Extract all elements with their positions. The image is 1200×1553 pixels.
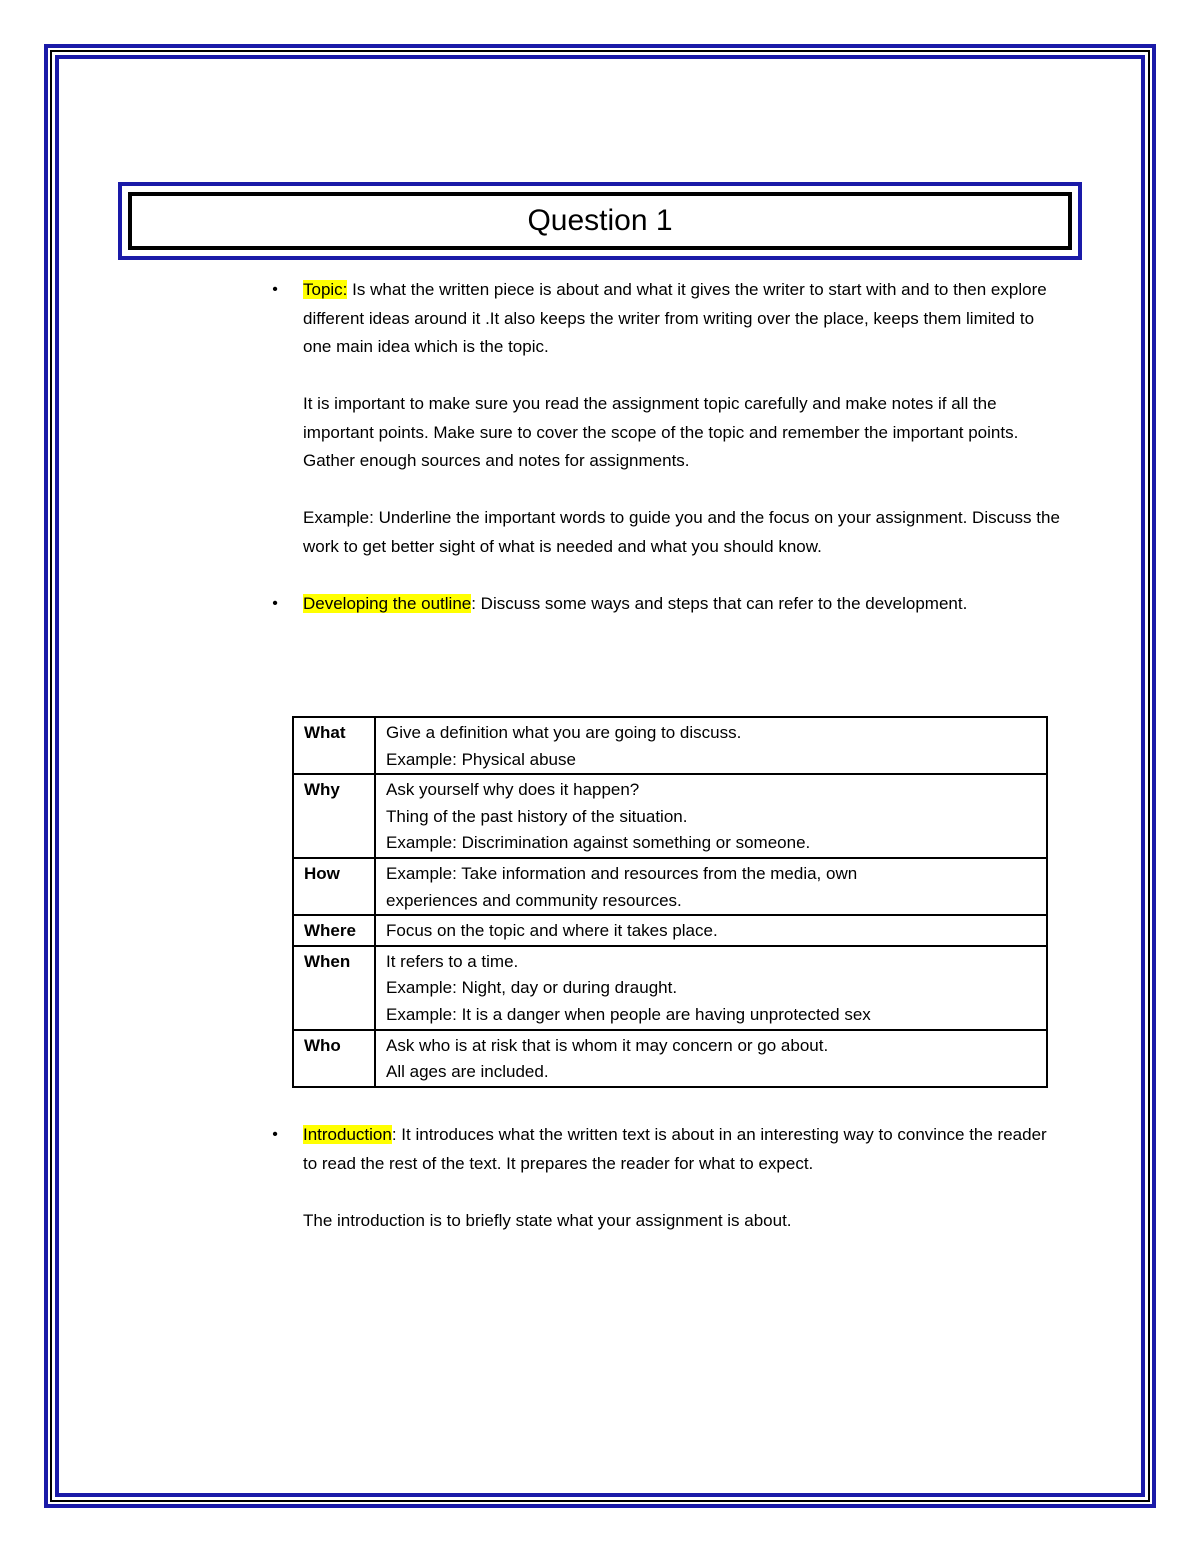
topic-paragraph-2: It is important to make sure you read the assignment topic carefully and make notes if all the important points. Make sure to cover the scope of the topic and remember the important points. Gather enough sources and notes for assignments.: [303, 394, 1019, 470]
bullet-icon: •: [272, 281, 278, 298]
table-row: [293, 858, 1047, 915]
topic-text: Is what the written piece is about and what it gives the writer to start with and to then explore different ideas around it .It also keeps the writer from writing over the place, keeps them limited to one main idea which is the topic.: [303, 280, 1047, 356]
title-box: [128, 192, 1072, 250]
row-description-line: It refers to a time.: [386, 951, 519, 971]
row-description-line: Give a definition what you are going to discuss.: [386, 723, 742, 742]
table-row: [293, 774, 1047, 858]
bullet-icon: •: [272, 594, 278, 612]
row-description-line: All ages are included.: [386, 1062, 549, 1082]
row-label: Who: [293, 1030, 375, 1087]
row-description-line: Focus on the topic and where it takes place.: [386, 921, 718, 941]
row-label: How: [293, 858, 375, 915]
outline-paragraph: [303, 590, 1063, 619]
row-label: Where: [293, 915, 375, 946]
introduction-paragraph: [303, 1121, 1063, 1178]
topic-label: Topic:: [303, 280, 348, 299]
row-description: [375, 774, 1047, 858]
row-description-line: Example: It is a danger when people are having unprotected sex: [386, 1004, 871, 1024]
row-label: What: [293, 717, 375, 774]
introduction-paragraph-2: The introduction is to briefly state what your assignment is about.: [303, 1210, 792, 1230]
row-description-line: Example: Physical abuse: [386, 749, 576, 769]
topic-paragraph-3: Example: Underline the important words to guide you and the focus on your assignment. Discuss the work to get better sight of what is needed and what you should know.: [303, 508, 1060, 556]
row-description: [375, 1030, 1047, 1087]
row-description: [375, 946, 1047, 1030]
row-description: [375, 858, 1047, 915]
row-description: [375, 915, 1047, 946]
outline-label: Developing the outline: [303, 593, 472, 613]
document-body-lower: [272, 1121, 1063, 1235]
list-item-topic: [272, 276, 1063, 561]
row-description: [375, 717, 1047, 774]
row-description-line: Example: Night, day or during draught.: [386, 978, 678, 998]
row-description-line: Example: Take information and resources from the media, own: [386, 863, 858, 883]
topic-paragraph: [303, 276, 1063, 362]
list-item-outline: [272, 590, 1063, 619]
row-description-line: Ask yourself why does it happen?: [386, 780, 640, 800]
list-item-introduction: [272, 1121, 1063, 1235]
row-description-line: experiences and community resources.: [386, 890, 682, 910]
outline-table: [292, 716, 1048, 1088]
row-description-line: Ask who is at risk that is whom it may concern or go about.: [386, 1035, 829, 1055]
introduction-label: Introduction: [303, 1125, 392, 1144]
introduction-text: : It introduces what the written text is about in an interesting way to convince the reader to read the rest of the text. It prepares the reader for what to expect.: [303, 1125, 1047, 1173]
row-label: When: [293, 946, 375, 1030]
outline-text: : Discuss some ways and steps that can refer to the development.: [471, 593, 968, 613]
row-label: Why: [293, 774, 375, 858]
page-title: Question 1: [527, 204, 673, 237]
row-description-line: Example: Discrimination against something or someone.: [386, 833, 811, 853]
table-row: [293, 946, 1047, 1030]
document-body: [272, 276, 1063, 618]
row-description-line: Thing of the past history of the situation.: [386, 806, 688, 826]
table-row: [293, 717, 1047, 774]
table-row: [293, 915, 1047, 946]
bullet-icon: •: [272, 1126, 278, 1143]
table-row: [293, 1030, 1047, 1087]
